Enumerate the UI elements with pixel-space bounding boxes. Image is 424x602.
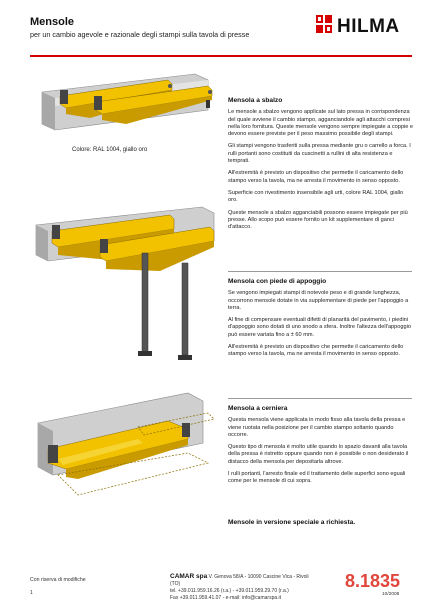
paragraph: Se vengono impiegati stampi di notevole peso e di grande lunghezza, occorrono mensole dotate in via supplementare di piede per l'appoggio a terra.	[228, 290, 409, 311]
paragraph: Queste mensole a sbalzo agganciabili possono essere impiegate per più presse. Allo scopo può essere fornito un kit supplementare di ganci d'attacco.	[228, 209, 408, 231]
company-fax-email: Fax +39.011.959.41.07 - e-mail: info@camarspa.it	[170, 595, 282, 601]
paragraph: Superficie con rivestimento insensibile agli urti, colore RAL 1004, giallo oro.	[228, 189, 404, 204]
company-info	[170, 573, 320, 602]
company-address: V. Genova 58/A - 10090 Cascine Vica - Rivoli (TO)	[170, 574, 309, 587]
note-text: Mensole in versione speciale a richiesta.	[228, 519, 356, 526]
document-code: 8.1835	[345, 571, 401, 591]
paragraph: Le mensole a sbalzo vengono applicate sul lato pressa in corrispondenza del quale avviene il cambio stampo, agganciandole agli attacchi compresi nella loro fornitura. Queste mensole vengono sempre impiegate a coppie e devono essere previste per il peso massimo possibile degli stampi.	[228, 109, 414, 138]
disclaimer: Con riserva di modifiche	[30, 577, 86, 583]
section-cantilever	[228, 97, 414, 236]
paragraph: Al fine di compensare eventuali difetti di planarità del pavimento, i piedini d'appoggio sono dotati di uno snodo a sfera. Inoltre l'altezza dell'appoggio può essere variata fino a ± 60 mm.	[228, 317, 411, 338]
paragraph: Questo tipo di mensola è molto utile quando lo spazio davanti alla tavola della pressa è ristretto oppure quando non è possibile o non desiderato il distacco della mensola per depositarla altrove.	[228, 444, 409, 465]
section-heading: Mensola a cerniera	[228, 405, 288, 412]
paragraph: All'estremità è previsto un dispositivo che permette il caricamento dello stampo verso la tavola, ma ne arresta il movimento in senso opposto.	[228, 344, 404, 358]
header-divider	[30, 55, 412, 57]
paragraph: All'estremità è previsto un dispositivo che permette il caricamento dello stampo verso la tavola, ma ne arresta il movimento in senso opposto.	[228, 170, 404, 184]
hilma-logo	[315, 12, 415, 42]
section-heading: Mensola con piede di appoggio	[228, 278, 327, 285]
paragraph: Questa mensola viene applicata in modo fisso alla tavola della pressa e viene ruotata nella posizione per il cambio stampo soltanto quando occorre.	[228, 417, 406, 438]
section-divider	[228, 398, 412, 399]
special-version-note	[228, 519, 414, 526]
section-hinged	[228, 405, 414, 491]
company-name: CAMAR spa	[170, 573, 208, 580]
figure-caption: Colore: RAL 1004, giallo oro	[72, 147, 148, 153]
page-title: Mensole	[30, 16, 75, 28]
cantilever-bracket-illustration	[30, 68, 215, 146]
section-divider	[228, 271, 412, 272]
brand-name: HILMA	[337, 16, 400, 37]
paragraph: Gli stampi vengono trasferiti sulla pressa mediante gru o carrello a forca. I rulli portanti sono costituiti da cuscinetti a rullini di alta resistenza e temprati.	[228, 143, 411, 165]
paragraph: I rulli portanti, l'arresto finale ed il trattamento delle superfici sono eguali come per le mensole di cui sopra.	[228, 471, 406, 485]
company-phone: tel. +39.011.959.16.26 (r.a.) - +39.011.959.29.70 (r.a.)	[170, 588, 289, 594]
page-number: 1	[30, 590, 33, 596]
section-support-foot	[228, 278, 414, 364]
section-heading: Mensola a sbalzo	[228, 97, 283, 104]
hilma-logo-icon	[315, 14, 333, 34]
page-subtitle: per un cambio agevole e razionale degli stampi sulla tavola di presse	[30, 30, 250, 39]
hinged-bracket-illustration	[18, 383, 218, 508]
document-date: 10/2008	[382, 592, 400, 597]
support-foot-bracket-illustration	[30, 205, 220, 370]
